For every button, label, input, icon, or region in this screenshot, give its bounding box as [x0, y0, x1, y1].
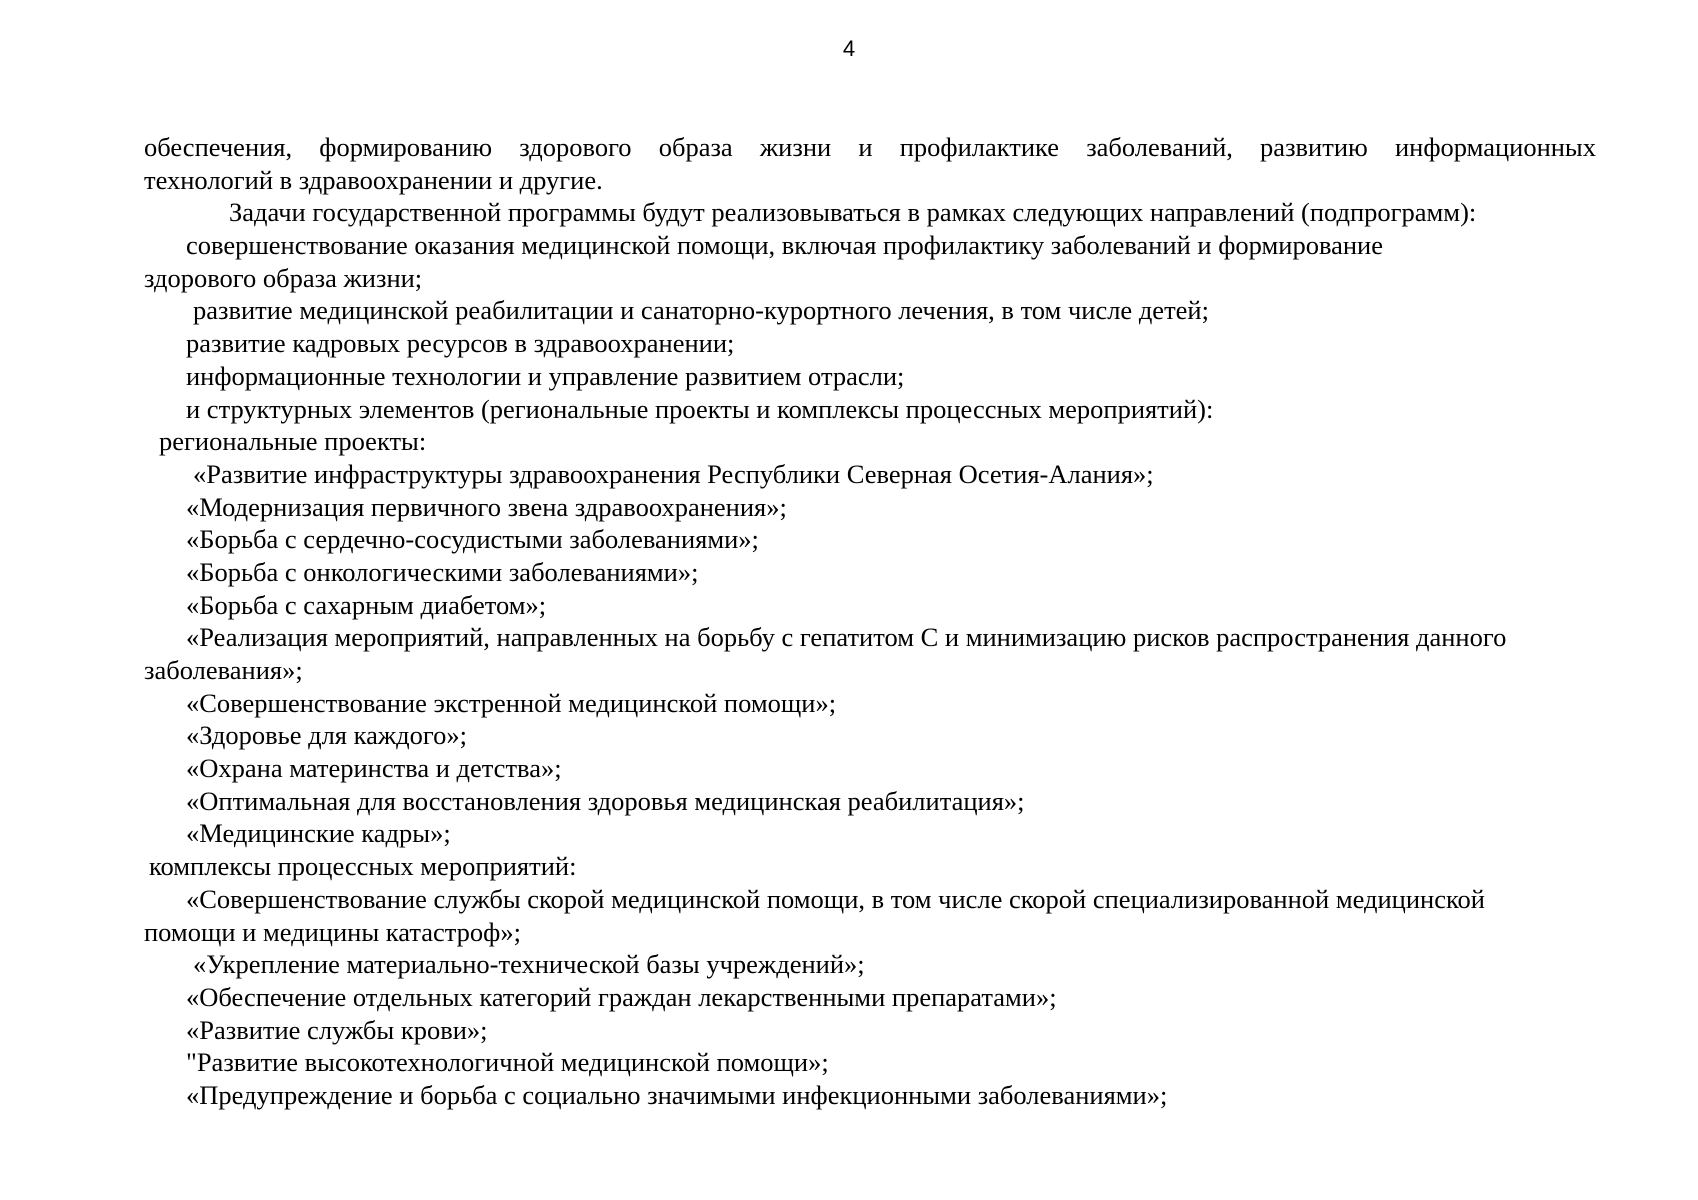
text-line: заболевания»; — [144, 655, 303, 685]
text-line: «Модернизация первичного звена здравоохранения»; — [186, 491, 787, 522]
text-line: «Совершенствование экстренной медицинской помощи»; — [186, 687, 837, 718]
text-line: развитие кадровых ресурсов в здравоохранении; — [186, 328, 735, 359]
text-line: «Здоровье для каждого»; — [186, 720, 467, 751]
text-line: "Развитие высокотехнологичной медицинской помощи»; — [186, 1047, 829, 1078]
page-number: 4 — [842, 36, 856, 61]
text-line: «Борьба с сахарным диабетом»; — [186, 589, 547, 620]
text-line: «Предупреждение и борьба с социально значимыми инфекционными заболеваниями»; — [186, 1079, 1168, 1110]
text-line: технологий в здравоохранении и другие. — [144, 164, 603, 195]
text-line: «Охрана материнства и детства»; — [186, 753, 562, 784]
text-line: комплексы процессных мероприятий: — [149, 851, 577, 882]
text-line: информационные технологии и управление развитием отрасли; — [186, 360, 905, 391]
text-line: «Борьба с онкологическими заболеваниями»; — [186, 556, 699, 587]
text-line: «Совершенствование службы скорой медицинской помощи, в том числе скорой специализированной медицинской — [186, 883, 1485, 914]
text-line: Задачи государственной программы будут реализовываться в рамках следующих направлений (подпрограмм): — [229, 197, 1477, 228]
text-line: обеспечения, формированию здорового образа жизни и профилактике заболеваний, развитию информационных — [144, 132, 1596, 162]
text-line: развитие медицинской реабилитации и санаторно-курортного лечения, в том числе детей; — [193, 295, 1209, 326]
text-line: «Реализация мероприятий, направленных на борьбу с гепатитом С и минимизацию рисков распространения данного — [186, 622, 1507, 653]
text-line: региональные проекты: — [159, 426, 427, 457]
text-line: совершенствование оказания медицинской помощи, включая профилактику заболеваний и формирование — [186, 230, 1384, 261]
text-line: «Оптимальная для восстановления здоровья медицинская реабилитация»; — [186, 785, 1025, 816]
text-line: и структурных элементов (региональные проекты и комплексы процессных мероприятий): — [186, 393, 1214, 424]
document-body — [144, 131, 1596, 1112]
text-line: здорового образа жизни; — [144, 262, 423, 293]
text-line: «Обеспечение отдельных категорий граждан лекарственными препаратами»; — [186, 981, 1057, 1012]
text-line: «Медицинские кадры»; — [186, 818, 451, 849]
text-line: «Укрепление материально-технической базы учреждений»; — [193, 949, 865, 980]
text-line: «Борьба с сердечно-сосудистыми заболеваниями»; — [186, 524, 759, 555]
text-line: помощи и медицины катастроф»; — [144, 916, 521, 947]
text-line: «Развитие инфраструктуры здравоохранения Республики Северная Осетия-Алания»; — [193, 458, 1154, 489]
text-line: «Развитие службы крови»; — [186, 1014, 488, 1045]
